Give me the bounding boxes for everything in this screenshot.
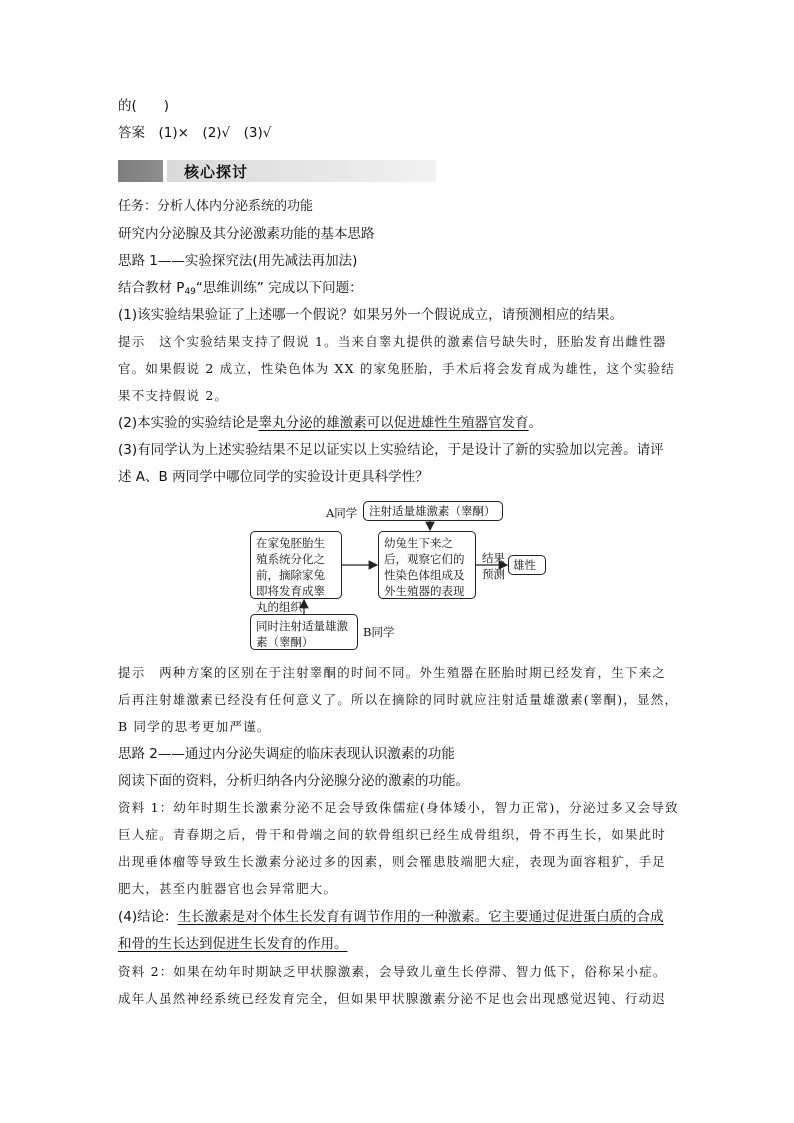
b-inject-box: 同时注射适量雄激素（睾酮） — [250, 614, 358, 650]
material2-line1: 资料 2：如果在幼年时期缺乏甲状腺激素，会导致儿童生长停滞、智力低下，俗称呆小症。 — [118, 964, 667, 979]
material1-line1: 资料 1：幼年时期生长激素分泌不足会导致侏儒症(身体矮小，智力正常)，分泌过多又会导致 — [118, 800, 679, 815]
material1-line2: 巨人症。青春期之后，骨干和骨端之间的软骨组织已经生成骨组织，骨不再生长，如果此时 — [118, 827, 667, 842]
intro-line: 结合教材 $P_{49}“$思维训练” 完成以下问题： — [118, 280, 363, 297]
hint1-line1: 提示 这个实验结果支持了假说 1。当来自睾丸提供的激素信号缺失时，胚胎发育出雌性器 — [118, 334, 667, 349]
section-title: 核心探讨 — [184, 163, 249, 181]
approach-line: 研究内分泌腺及其分泌激素功能的基本思路 — [118, 226, 375, 242]
idea2-line: 思路 2——通过内分泌失调症的临床表现认识激素的功能 — [118, 746, 455, 762]
left-step-box: 在家兔胚胎生殖系统分化之前，摘除家兔即将发育成睾丸的组织 — [250, 531, 342, 599]
continued-text: 的( ) — [118, 98, 170, 114]
question-1: (1)该实验结果验证了上述哪一个假说？如果另外一个假说成立，请预测相应的结果。 — [118, 307, 624, 323]
a-student-label: A同学 — [326, 506, 358, 520]
result-label-1: 结果 — [482, 551, 505, 565]
hint1-line3: 果不支持假说 2。 — [118, 388, 229, 403]
hint2-line2: 后再注射雄激素已经没有任何意义了。所以在摘除的同时就应注射适量雄激素(睾酮)，显然， — [118, 692, 679, 707]
hint1-line2: 官。如果假说 2 成立，性染色体为 XX 的家兔胚胎，手术后将会发育成为雄性，这个实验结 — [118, 361, 675, 376]
conclusion-4-line1: (4)结论：生长激素是对个体生长发育有调节作用的一种激素。它主要通过促进蛋白质的合成 — [118, 909, 664, 925]
b-student-label: B同学 — [363, 625, 395, 639]
hint2-line3: B 同学的思考更加严谨。 — [118, 719, 271, 734]
answer-line: 答案 (1)× (2)√ (3)√ — [118, 125, 272, 141]
result-box: 雄性 — [508, 555, 546, 575]
result-label-2: 预测 — [482, 567, 505, 581]
idea1-line: 思路 1——实验探究法(用先减法再加法) — [118, 253, 358, 269]
question-3-line2: 述 A、B 两同学中哪位同学的实验设计更具科学性？ — [118, 469, 429, 485]
a-inject-box: 注射适量雄激素（睾酮） — [363, 501, 503, 521]
question-3-line1: (3)有同学认为上述实验结果不足以证实以上实验结论，于是设计了新的实验加以完善。请评 — [118, 442, 664, 458]
read-line: 阅读下面的资料，分析归纳各内分泌腺分泌的激素的功能。 — [118, 773, 469, 789]
hint2-line1: 提示 两种方案的区别在于注射睾酮的时间不同。外生殖器在胚胎时期已经发育，生下来之 — [118, 665, 667, 680]
task-line: 任务：分析人体内分泌系统的功能 — [118, 199, 314, 214]
material1-line3: 出现垂体瘤等导致生长激素分泌过多的因素，则会罹患肢端肥大症，表现为面容粗犷，手足 — [118, 854, 667, 869]
conclusion-4-line2: 和骨的生长达到促进生长发育的作用。 — [118, 936, 348, 952]
material1-line4: 肥大，甚至内脏器官也会异常肥大。 — [118, 881, 338, 896]
middle-step-box: 幼兔生下来之后，观察它们的性染色体组成及外生殖器的表现 — [378, 531, 476, 599]
material2-line2: 成年人虽然神经系统已经发育完全，但如果甲状腺激素分泌不足也会出现感觉迟钝、行动迟 — [118, 991, 667, 1006]
question-2: (2)本实验的实验结论是睾丸分泌的雄激素可以促进雄性生殖器官发育。 — [118, 415, 543, 431]
